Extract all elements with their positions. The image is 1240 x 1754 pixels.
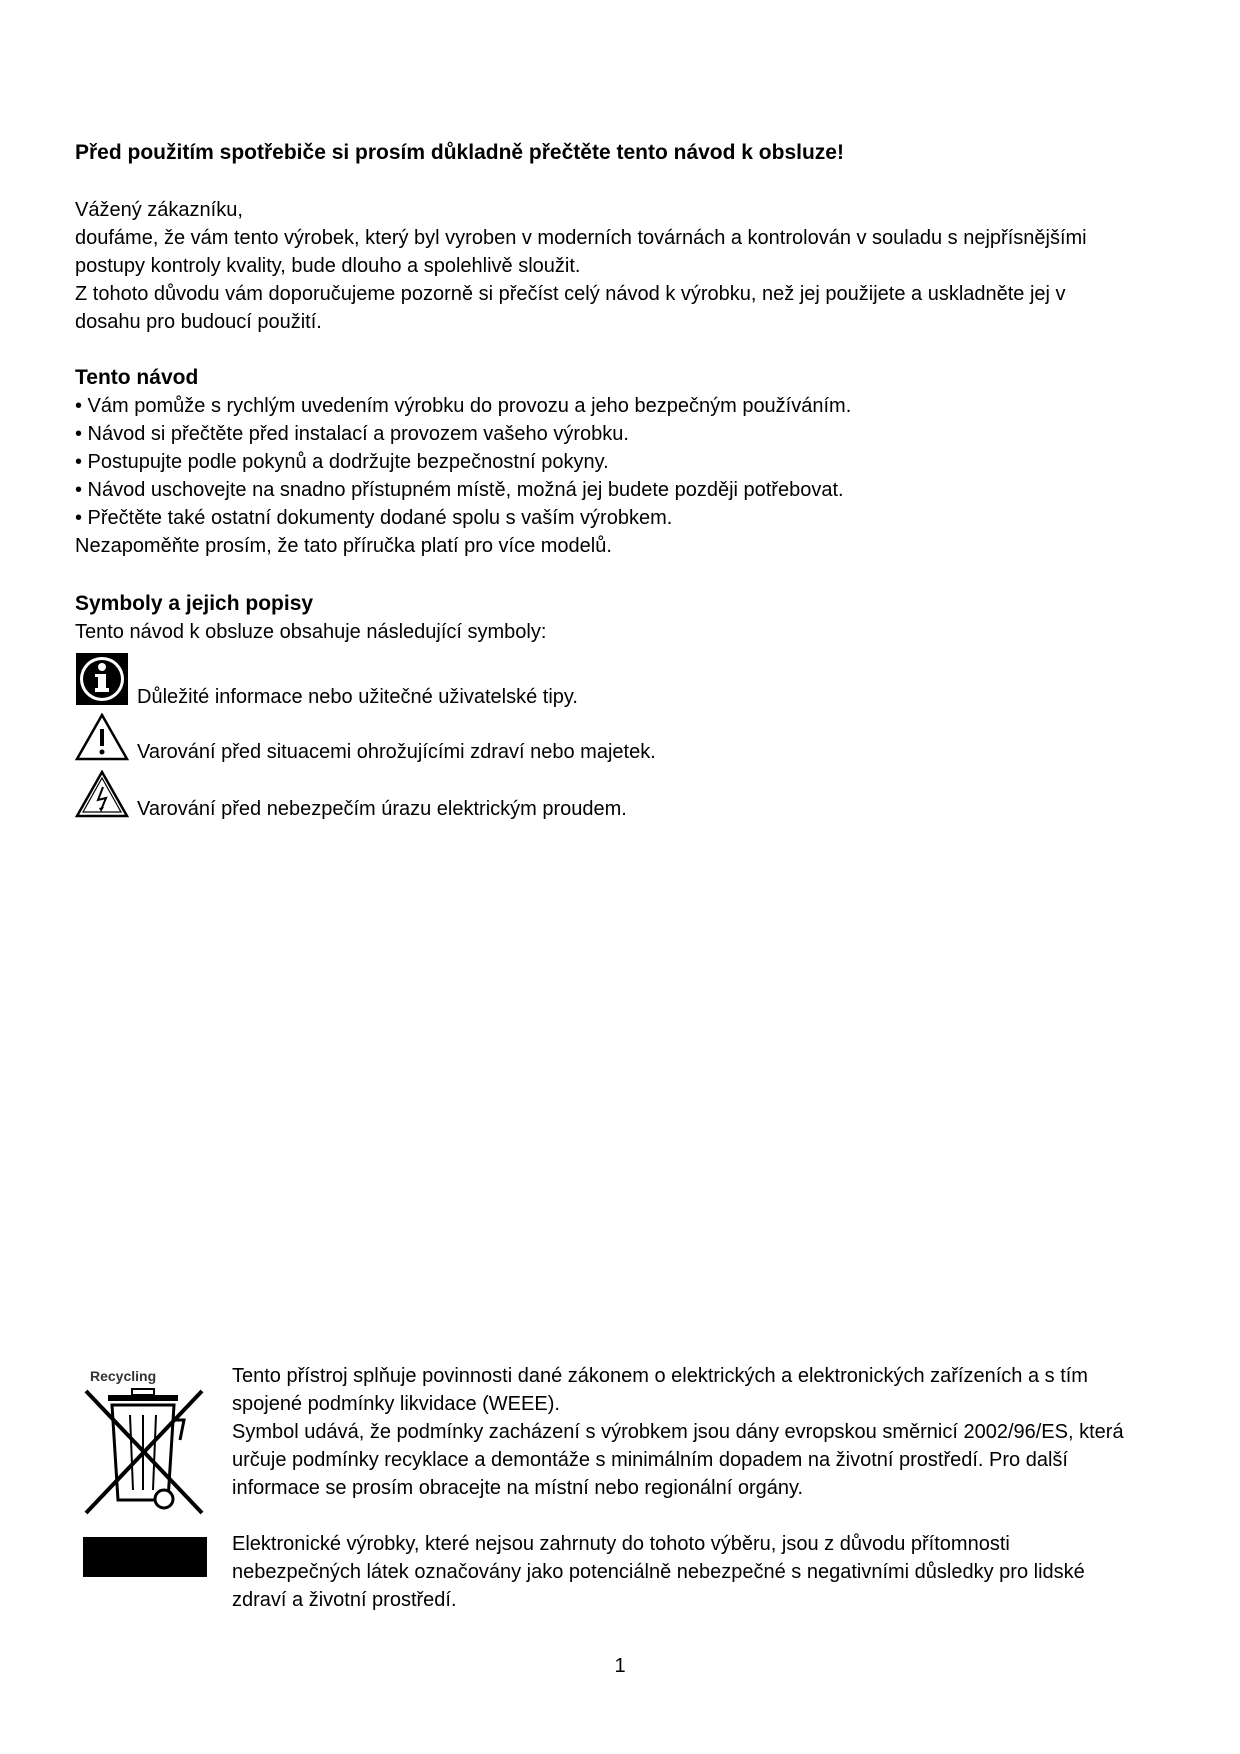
symbol-description: Varování před nebezpečím úrazu elektrickým proudem.: [137, 798, 627, 820]
weee-line: Elektronické výrobky, které nejsou zahrnuty do tohoto výběru, jsou z důvodu přítomnosti: [232, 1533, 1010, 1555]
manual-section-title: Tento návod: [75, 366, 199, 389]
intro-line: postupy kontroly kvality, bude dlouho a spolehlivě sloužit.: [75, 255, 581, 277]
symbols-intro: Tento návod k obsluze obsahuje následující symboly:: [75, 621, 547, 643]
weee-line: nebezpečných látek označovány jako potenciálně nebezpečné s negativními důsledky pro lidské: [232, 1561, 1085, 1583]
page-number: 1: [614, 1655, 626, 1677]
list-item: • Přečtěte také ostatní dokumenty dodané spolu s vaším výrobkem.: [75, 507, 673, 529]
weee-line: Symbol udává, že podmínky zacházení s výrobkem jsou dány evropskou směrnicí 2002/96/ES, která: [232, 1421, 1124, 1443]
symbol-row-info: [75, 652, 578, 711]
manual-section: [75, 364, 1175, 560]
info-icon: [75, 652, 129, 711]
list-item: • Postupujte podle pokynů a dodržujte bezpečnostní pokyny.: [75, 451, 609, 473]
weee-paragraph: [232, 1362, 1182, 1614]
list-item: • Návod si přečtěte před instalací a provozem vašeho výrobku.: [75, 423, 629, 445]
weee-line: zdraví a životní prostředí.: [232, 1589, 457, 1611]
list-item: • Návod uschovejte na snadno přístupném místě, možná jej budete později potřebovat.: [75, 479, 844, 501]
crossed-out-bin-icon: [80, 1365, 210, 1600]
electric-hazard-icon: [75, 770, 129, 823]
symbol-row-electric: [75, 770, 627, 823]
symbols-section-title: Symboly a jejich popisy: [75, 592, 314, 615]
intro-paragraph: [75, 196, 1175, 336]
weee-line: spojené podmínky likvidace (WEEE).: [232, 1393, 560, 1415]
weee-line: Tento přístroj splňuje povinnosti dané zákonem o elektrických a elektronických zařízeních a s tím: [232, 1365, 1088, 1387]
warning-triangle-icon: [75, 713, 129, 766]
recycling-label: Recycling: [90, 1368, 157, 1384]
list-item: • Vám pomůže s rychlým uvedením výrobku do provozu a jeho bezpečným používáním.: [75, 395, 852, 417]
weee-line: informace se prosím obracejte na místní nebo regionální orgány.: [232, 1477, 804, 1499]
symbol-row-warning: [75, 713, 656, 766]
symbol-description: Varování před situacemi ohrožujícími zdraví nebo majetek.: [137, 741, 656, 763]
manual-note: Nezapoměňte prosím, že tato příručka platí pro více modelů.: [75, 535, 612, 557]
paragraph-gap: [232, 1502, 1182, 1530]
intro-line: dosahu pro budoucí použití.: [75, 311, 322, 333]
weee-line: určuje podmínky recyklace a demontáže s minimálním dopadem na životní prostředí. Pro další: [232, 1449, 1068, 1471]
page-title: Před použitím spotřebiče si prosím důkladně přečtěte tento návod k obsluze!: [75, 141, 844, 164]
symbols-section: [75, 590, 1175, 646]
intro-line: doufáme, že vám tento výrobek, který byl vyroben v moderních továrnách a kontrolován v souladu s nejpřísnějšími: [75, 227, 1087, 249]
intro-line: Z tohoto důvodu vám doporučujeme pozorně si přečíst celý návod k výrobku, než jej použijete a uskladněte jej v: [75, 283, 1066, 305]
intro-greeting: Vážený zákazníku,: [75, 199, 243, 221]
symbol-description: Důležité informace nebo užitečné uživatelské tipy.: [137, 686, 578, 708]
